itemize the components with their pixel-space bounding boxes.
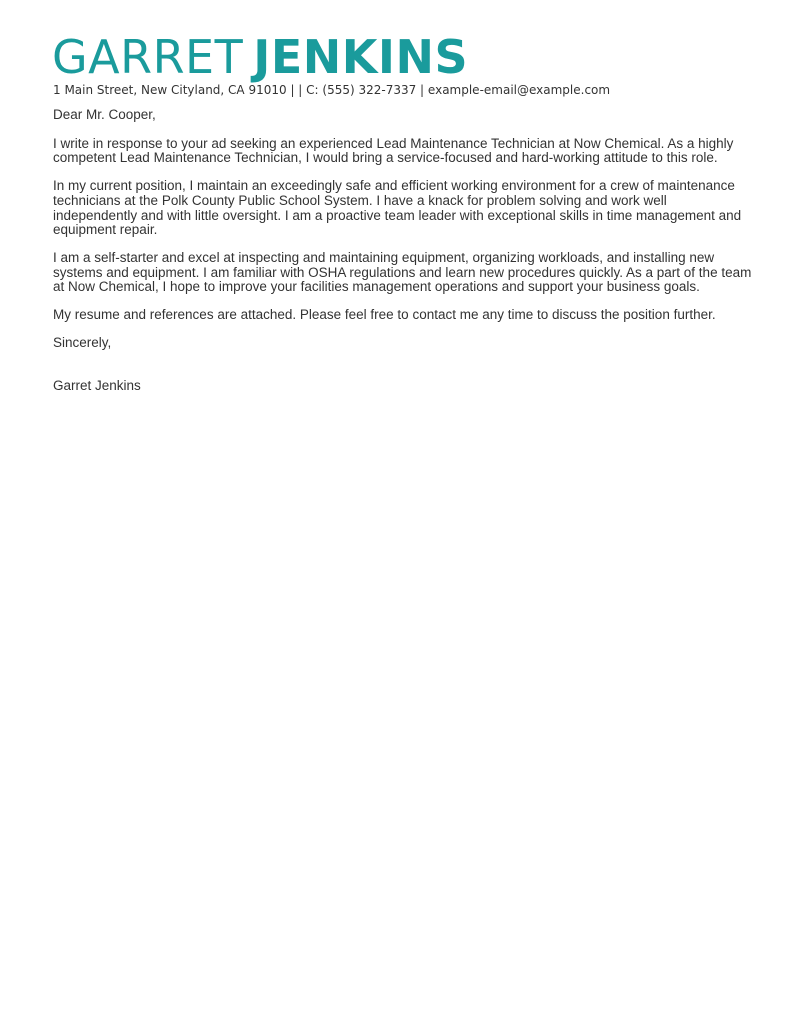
- applicant-last-name: JENKINS: [253, 30, 469, 84]
- letter-body: [53, 108, 753, 407]
- paragraph-current-position: In my current position, I maintain an exceedingly safe and efficient working environment for a crew of maintenance technicians at the Polk County Public School System. I have a knack for problem solving and work well independently and with little oversight. I am a proactive team leader with exceptional skills in time management and equipment repair.: [53, 178, 742, 238]
- paragraph-closing-remarks: My resume and references are attached. Please feel free to contact me any time to discuss the position further.: [53, 307, 716, 323]
- paragraph-intro: I write in response to your ad seeking an experienced Lead Maintenance Technician at Now Chemical. As a highly competent Lead Maintenance Technician, I would bring a service-focused and hard-working attitude to this role.: [53, 135, 734, 166]
- applicant-name: [52, 30, 468, 84]
- salutation: Dear Mr. Cooper,: [53, 107, 156, 122]
- closing: Sincerely,: [53, 334, 112, 350]
- applicant-first-name: GARRET: [52, 30, 244, 84]
- contact-info: 1 Main Street, New Cityland, CA 91010 | | C: (555) 322-7337 | example-email@example.com: [53, 83, 611, 97]
- paragraph-skills: I am a self-starter and excel at inspecting and maintaining equipment, organizing workloads, and installing new systems and equipment. I am familiar with OSHA regulations and learn new procedures quickly. As a part of the team at Now Chemical, I hope to improve your facilities management operations and support your business goals.: [53, 249, 752, 295]
- signature-name: Garret Jenkins: [53, 378, 141, 394]
